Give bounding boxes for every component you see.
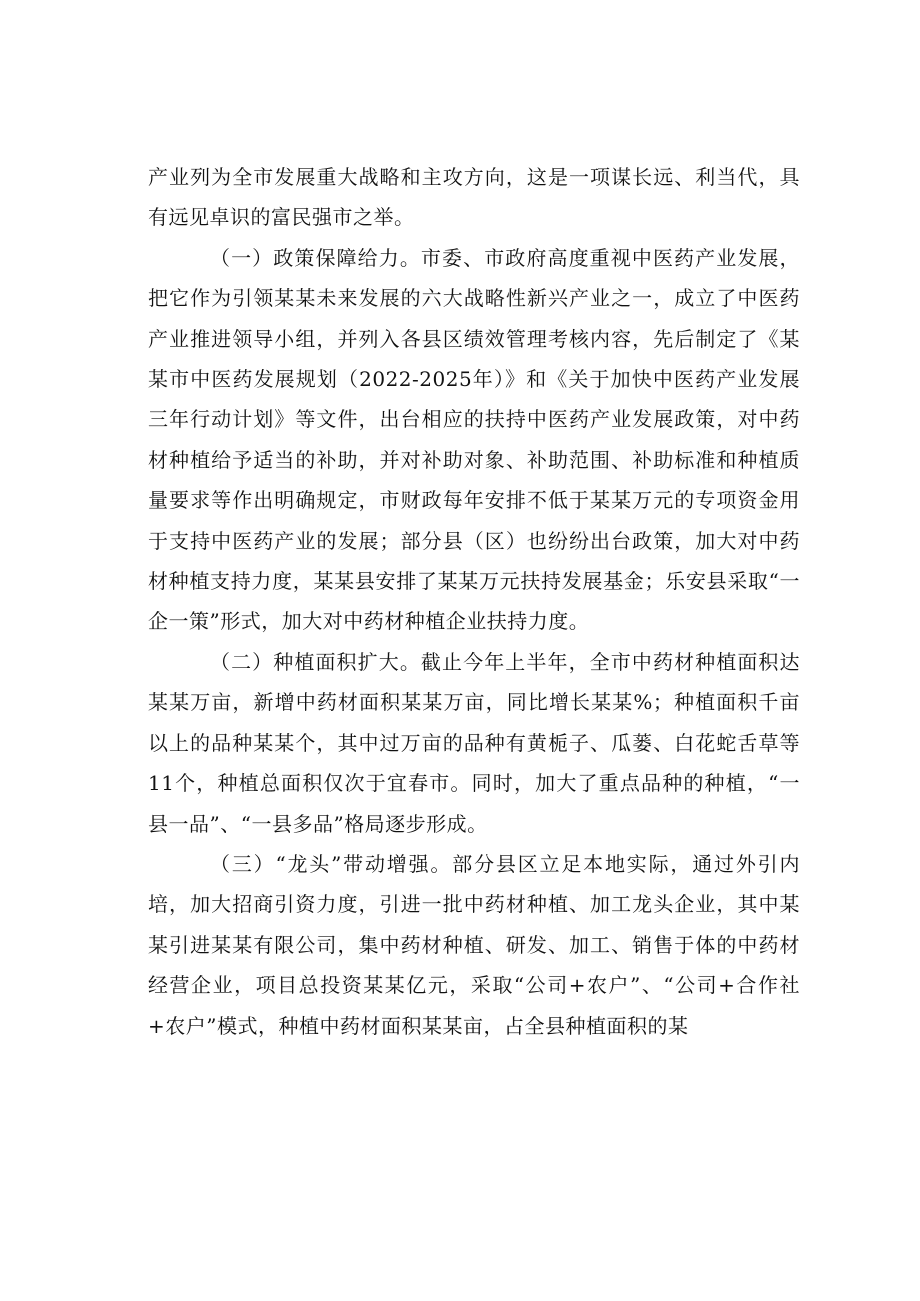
document-body	[148, 157, 800, 1046]
paragraph-policy-support: （一）政策保障给力。市委、市政府高度重视中医药产业发展，把它作为引领某某未来发展的六大战略性新兴产业之一，成立了中医药产业推进领导小组，并列入各县区绩效管理考核内容，先后制定了《某某市中医药发展规划（2022-2025年）》和《关于加快中医药产业发展三年行动计划》等文件，出台相应的扶持中医药产业发展政策，对中药材种植给予适当的补助，并对补助对象、补助范围、补助标准和种植质量要求等作出明确规定，市财政每年安排不低于某某万元的专项资金用于支持中医药产业的发展；部分县（区）也纷纷出台政策，加大对中药材种植支持力度，某某县安排了某某万元扶持发展基金；乐安县采取“一企一策”形式，加大对中药材种植企业扶持力度。	[148, 245, 800, 634]
paragraph-planting-area: （二）种植面积扩大。截止今年上半年，全市中药材种植面积达某某万亩，新增中药材面积某某万亩，同比增长某某%；种植面积千亩以上的品种某某个，其中过万亩的品种有黄栀子、瓜蒌、白花蛇舌草等11个，种植总面积仅次于宜春市。同时，加大了重点品种的种植，“一县一品”、“一县多品”格局逐步形成。	[148, 649, 800, 836]
paragraph-leading-enterprises: （三）“龙头”带动增强。部分县区立足本地实际，通过外引内培，加大招商引资力度，引进一批中药材种植、加工龙头企业，其中某某引进某某有限公司，集中药材种植、研发、加工、销售于体的中药材经营企业，项目总投资某某亿元，采取“公司+农户”、“公司+合作社+农户”模式，种植中药材面积某某亩，占全县种植面积的某	[148, 851, 800, 1038]
paragraph-continuation: 产业列为全市发展重大战略和主攻方向，这是一项谋长远、利当代，具有远见卓识的富民强市之举。	[148, 165, 800, 230]
